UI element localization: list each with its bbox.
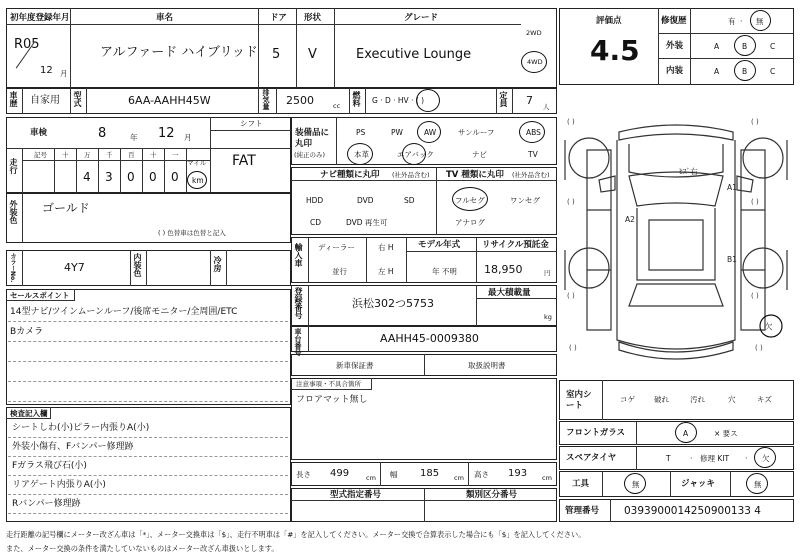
kigou-label: 記号	[34, 151, 47, 159]
footer-line-2: また、メーター交換の条件を満たしていないものはメーター改ざん車扱いとします。	[6, 544, 279, 553]
new-warranty: 新車保証書	[336, 361, 374, 370]
damage-mark-front-right: ﾋｽﾞ右	[679, 167, 698, 176]
model-value: 6AA-AAHH45W	[128, 94, 211, 107]
digit-divider	[76, 148, 77, 193]
navi-dvd: DVD	[357, 196, 374, 205]
digit-divider	[142, 148, 143, 193]
equip-abs: ABS	[526, 128, 541, 137]
equip-aw: AW	[424, 128, 437, 137]
digit-value: 4	[83, 170, 91, 184]
length-label: 長さ	[296, 470, 311, 479]
tv-fullseg-circle	[452, 187, 488, 211]
repair-no: 無	[756, 17, 764, 26]
drive-4wd: 4WD	[527, 58, 543, 66]
tv-sub: (社外品含む)	[512, 171, 550, 179]
windshield-value: A	[683, 429, 689, 438]
exterior-grade-c: C	[770, 42, 776, 51]
color-no-value: 4Y7	[64, 261, 85, 274]
paren-low-right: ( )	[751, 292, 759, 300]
color-no-label: カラーNo.	[9, 253, 16, 283]
inspector-note-line: 外装小傷有、Fバンパー修理跡	[12, 442, 134, 452]
digit-value: 0	[171, 170, 179, 184]
model-year-value: 年 不明	[432, 267, 457, 276]
equip-tv: TV	[528, 150, 538, 159]
navi-label: ナビ種類に丸印	[320, 170, 380, 180]
equip-leather-circle	[347, 143, 373, 165]
exterior-grade-b-circle	[734, 35, 756, 56]
displacement-value: 2500	[286, 94, 314, 107]
navi-sub: (社外品含む)	[392, 171, 430, 179]
door-value: 5	[272, 47, 281, 62]
footer-line-1: 走行距離の記号欄にメーター改ざん車は「*」、メーター交換車は「$」、走行不明車は「#」を記入してください。メーター交換で合算表示した場合にも「$」を記入してください。	[6, 530, 586, 539]
model-year-label: モデル年式	[418, 240, 461, 250]
jack-value: 無	[754, 480, 762, 489]
digit-value: 3	[105, 170, 113, 184]
grade-value: Executive Lounge	[356, 47, 472, 62]
grade-label: グレード	[404, 13, 439, 23]
width-unit: cm	[454, 474, 464, 482]
digit-divider	[54, 148, 55, 193]
notes-block	[291, 378, 557, 460]
height-unit: cm	[542, 474, 552, 482]
jack-label: ジャッキ	[681, 479, 715, 489]
car-diagram-svg	[559, 110, 794, 378]
notes-label: 注意事項・不具合箇所	[296, 380, 361, 388]
paren-low-left: ( )	[567, 292, 575, 300]
spare-tire-sep: ·	[690, 454, 693, 463]
navi-cd: CD	[310, 218, 322, 227]
digit-value: 0	[127, 170, 135, 184]
equip-aw-circle	[417, 121, 441, 143]
fuel-options: G · D · HV · ( )	[372, 96, 425, 105]
recycle-value: 18,950	[484, 263, 523, 276]
manual: 取扱説明書	[468, 361, 506, 370]
equip-airbag-circle	[402, 143, 426, 165]
windshield-option: × 要ス	[714, 429, 738, 438]
width-label: 幅	[390, 470, 398, 479]
drive-4wd-circle	[521, 51, 547, 73]
equip-sunroof: サンルーフ	[458, 128, 495, 137]
shift-value: FAT	[232, 153, 256, 169]
spare-tire-kit: 修理 KIT	[700, 454, 730, 463]
tools-none-circle	[624, 473, 646, 494]
color-no-row	[6, 250, 291, 286]
exterior-grade-a: A	[714, 42, 720, 51]
fuel-hv-circle	[416, 89, 440, 112]
interior-grade-c: C	[770, 67, 776, 76]
repair-yes: 有	[728, 17, 736, 26]
interior-grade-a: A	[714, 67, 720, 76]
selling-points-label: セールスポイント	[10, 291, 70, 300]
spare-tire-none-circle	[754, 447, 776, 468]
exterior-grade-b: B	[742, 42, 748, 51]
interior-color-label: 内装色	[133, 253, 142, 277]
cooler-label: 冷房	[213, 256, 222, 272]
equip-abs-circle	[519, 121, 545, 143]
capacity-unit: 人	[543, 103, 550, 111]
shape-value: V	[308, 47, 317, 62]
registration-label: 登録番号	[294, 287, 303, 319]
first-reg-era: R05	[14, 37, 40, 52]
tools-value: 無	[632, 480, 640, 489]
shaken-label: 車検	[30, 128, 48, 138]
km-label: km	[192, 176, 204, 185]
interior-sheet-kizu: キズ	[757, 395, 772, 404]
shaken-month: 12	[158, 126, 175, 141]
navi-hdd: HDD	[306, 196, 324, 205]
length-unit: cm	[366, 474, 376, 482]
navi-dvd-play: DVD 再生可	[346, 218, 388, 227]
interior-grade-b-circle	[734, 60, 756, 81]
interior-sheet-koge: コゲ	[620, 395, 635, 404]
capacity-label: 定員	[499, 91, 508, 107]
windshield-label: フロントガラス	[566, 428, 625, 438]
max-load-unit: kg	[544, 313, 552, 321]
notes-value: フロアマット無し	[296, 395, 368, 405]
exterior-color-label: 外装色	[9, 200, 18, 224]
fuel-label: 燃料	[352, 91, 361, 107]
class-label: 類別区分番号	[466, 490, 518, 500]
inspector-note-line: Fガラス飛び石(小)	[12, 461, 87, 471]
digit-value: 0	[149, 170, 157, 184]
spare-tire-label: スペアタイヤ	[566, 453, 617, 463]
digit-header: 百	[128, 151, 135, 159]
damage-mark-b1: B1	[727, 255, 737, 264]
shaken-year-unit: 年	[130, 133, 138, 142]
mileage-label: 走行	[9, 158, 18, 174]
spare-tire-sep2: ·	[745, 454, 748, 463]
tools-label: 工具	[572, 479, 590, 489]
paren-bottom-right: ( )	[755, 344, 763, 352]
import-dealer: ディーラー	[318, 243, 355, 252]
digit-header: 十	[150, 151, 157, 159]
digit-header: 十	[62, 151, 69, 159]
km-circle	[187, 171, 207, 189]
digit-divider	[120, 148, 121, 193]
displacement-label: 排気量	[262, 89, 270, 110]
inspector-note-line: Rバンパー修理跡	[12, 499, 81, 509]
shape-label: 形状	[304, 13, 322, 23]
import-label: 輸入車	[294, 243, 303, 267]
mile-label: マイル	[187, 159, 207, 167]
jack-none-circle	[746, 473, 768, 494]
tv-analog: アナログ	[455, 218, 485, 227]
mgmt-label: 管理番号	[565, 506, 600, 516]
navi-sd: SD	[404, 196, 415, 205]
exterior-color-note: ( ) 色替車は色替と記入	[158, 229, 226, 237]
interior-sheet-label: 室内シート	[566, 390, 592, 412]
recycle-label: リサイクル預託金	[482, 240, 549, 250]
paren-bottom-left: ( )	[569, 344, 577, 352]
chassis-value: AAHH45-0009380	[380, 332, 479, 345]
equipment-label: 装備品に丸印	[295, 128, 330, 150]
interior-grade-b: B	[742, 67, 748, 76]
width-value: 185	[420, 468, 440, 479]
tv-label: TV 種類に丸印	[446, 170, 504, 180]
capacity-value: 7	[526, 94, 533, 107]
equip-navi: ナビ	[472, 150, 487, 159]
inspector-notes-label: 検査記入欄	[10, 409, 48, 418]
digit-header: 万	[84, 151, 91, 159]
paren-top-left: ( )	[567, 118, 575, 126]
repair-sep: ·	[740, 17, 743, 26]
interior-sheet-yogore: 汚れ	[690, 395, 705, 404]
equip-pw: PW	[391, 128, 403, 137]
door-label: ドア	[270, 13, 287, 23]
repair-no-circle	[750, 10, 771, 31]
drive-2wd: 2WD	[526, 29, 542, 37]
paren-mid-right: ( )	[751, 198, 759, 206]
digit-header: 一	[172, 151, 179, 159]
inspector-note-line: リアゲート内張りA(小)	[12, 480, 106, 490]
damage-mark-a1: A1	[727, 183, 737, 192]
chassis-label: 車台番号	[294, 328, 302, 356]
height-label: 高さ	[474, 470, 489, 479]
first-reg-month: 12	[40, 65, 53, 76]
car-name-label: 車名	[156, 13, 174, 23]
paren-mid-left: ( )	[567, 198, 575, 206]
equip-ps: PS	[356, 128, 366, 137]
repair-label: 修復歴	[661, 16, 687, 26]
interior-sheet-ana: 穴	[728, 395, 736, 404]
digit-divider	[98, 148, 99, 193]
cc-unit: cc	[333, 102, 341, 110]
car-name: アルファード ハイブリッド	[100, 45, 258, 60]
spare-tire-t: T	[666, 454, 671, 463]
selling-point-line: Bカメラ	[10, 327, 44, 337]
equip-airbag: エアバック	[397, 150, 434, 159]
registration-value: 浜松302つ5753	[352, 297, 434, 310]
interior-sheet-yabure: 破れ	[654, 395, 669, 404]
import-right-h: 右 H	[378, 243, 394, 252]
damage-mark-missing: 欠	[765, 322, 773, 331]
tv-oneseg: ワンセグ	[510, 196, 540, 205]
score-value: 4.5	[590, 34, 640, 67]
equip-leather: 本革	[354, 150, 369, 159]
shaken-month-unit: 月	[184, 133, 192, 142]
import-left-h: 左 H	[378, 267, 394, 276]
tv-fullseg: フルセグ	[455, 196, 485, 205]
windshield-a-circle	[675, 422, 697, 443]
damage-mark-a2: A2	[625, 215, 635, 224]
digit-divider	[164, 148, 165, 193]
usage-value: 自家用	[30, 95, 60, 106]
model-label: 型式	[73, 91, 82, 107]
inspector-note-line: シートしわ(小)ピラー内張りA(小)	[12, 423, 150, 433]
spare-tire-none: 欠	[762, 454, 770, 463]
usage-label: 車歴	[9, 91, 18, 107]
import-parallel: 並行	[332, 267, 347, 276]
car-diagram	[559, 110, 794, 378]
max-load-label: 最大積載量	[488, 288, 531, 298]
length-value: 499	[330, 468, 350, 479]
equipment-sublabel: (純正のみ)	[294, 151, 326, 159]
selling-point-line: 14型ナビ/ツインムーンルーフ/後席モニター/全周囲/ETC	[10, 307, 238, 317]
shaken-year: 8	[98, 126, 107, 141]
first-reg-month-unit: 月	[60, 69, 68, 78]
spec-row	[6, 88, 557, 114]
exterior-color-value: ゴールド	[42, 201, 90, 215]
score-label: 評価点	[596, 16, 622, 26]
exterior-grade-label: 外装	[666, 41, 684, 51]
paren-top-right: ( )	[751, 118, 759, 126]
type-cert-label: 型式指定番号	[330, 490, 382, 500]
first-reg-label: 初年度登録年月	[10, 13, 70, 23]
shift-label: シフト	[240, 119, 263, 128]
recycle-yen: 円	[544, 269, 551, 277]
mgmt-value: 0393900014250900133 4	[624, 505, 761, 517]
interior-grade-label: 内装	[666, 66, 684, 76]
digit-header: 千	[106, 151, 113, 159]
height-value: 193	[508, 468, 528, 479]
